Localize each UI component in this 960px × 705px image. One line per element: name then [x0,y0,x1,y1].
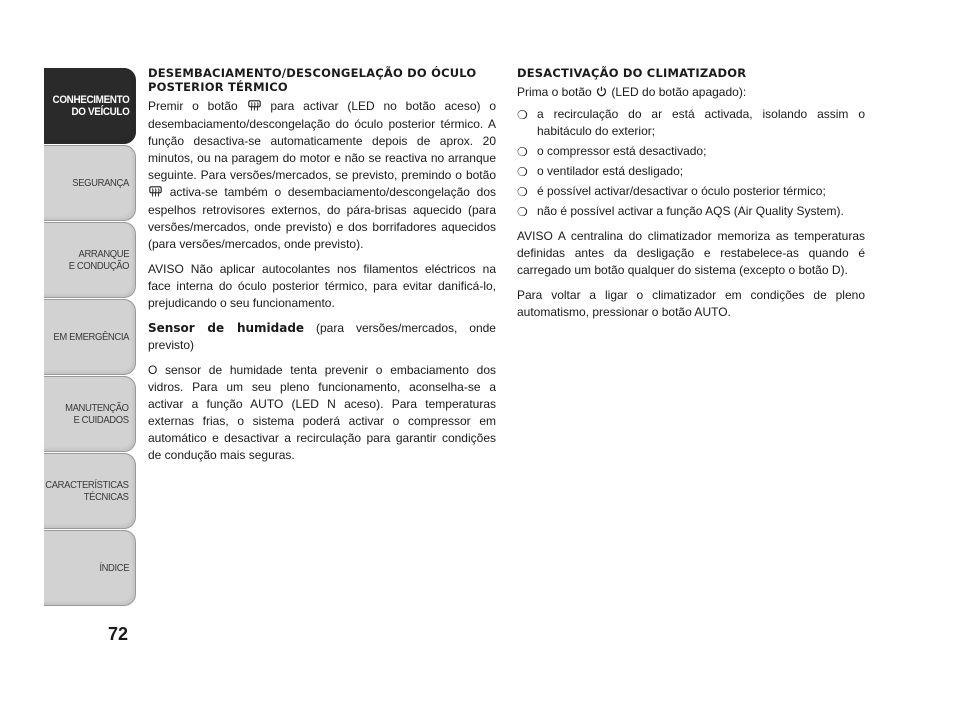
tab-em-emergencia[interactable] [44,299,136,375]
list-item: ❍ é possível activar/desactivar o óculo posterior térmico; [517,184,826,199]
tab-label: MANUTENÇÃO E CUIDADOS [65,402,129,426]
tab-caracteristicas-tecnicas[interactable] [44,453,136,529]
list-item: ❍ o compressor está desactivado; [517,144,707,159]
power-icon [596,85,607,102]
paragraph-sensor-humidade: O sensor de humidade tenta prevenir o embaciamento dos vidros. Para um seu pleno funcionamento, aconselha-se a activar a função AUTO (LED N aceso). Para temperaturas externas frias, o sistema poderá activar o compressor em automático e desactivar a recirculação para garantir condições de condução mais seguras. [148,363,496,462]
chapter-sidebar [44,68,136,607]
tab-seguranca[interactable] [44,145,136,221]
circle-bullet-icon: ❍ [517,108,528,122]
subhead-sensor-humidade: Sensor de humidade [148,321,305,335]
list-item: ❍ o ventilador está desligado; [517,164,684,179]
tab-conhecimento-do-veiculo[interactable] [44,68,136,144]
list-item: ❍ a recirculação do ar está activada, isolando assim o habitáculo do exterior; [517,107,865,138]
circle-bullet-icon: ❍ [517,145,528,159]
section-heading-desactivacao: DESACTIVAÇÃO DO CLIMATIZADOR [517,66,747,80]
page-number: 72 [107,624,129,644]
bullet-list [517,106,865,220]
circle-bullet-icon: ❍ [517,205,528,219]
tab-label: CARACTERÍSTICAS TÉCNICAS [45,479,129,503]
right-column [517,66,865,329]
list-item: ❍ não é possível activar a função AQS (Air Quality System). [517,204,844,219]
subhead-note: (para versões/mercados, onde previsto) [148,321,496,352]
circle-bullet-icon: ❍ [517,185,528,199]
tab-manutencao-e-cuidados[interactable] [44,376,136,452]
tab-label: EM EMERGÊNCIA [53,331,129,343]
tab-label: SEGURANÇA [72,177,129,189]
left-column [148,66,496,472]
paragraph-intro: Prima o botão (LED do botão apagado): [517,84,865,102]
paragraph-aviso-centralina: AVISO A centralina do climatizador memoriza as temperaturas definidas antes da desligação e restabelece-as quando é carregado um botão qualquer do sistema (excepto o botão D). [517,229,865,277]
paragraph-voltar-ligar: Para voltar a ligar o climatizador em condições de pleno automatismo, pressionar o botão AUTO. [517,288,865,319]
tab-label: ÍNDICE [99,562,129,574]
tab-label: CONHECIMENTO DO VEÍCULO [52,94,129,118]
section-heading-desembaciamento: DESEMBACIAMENTO/DESCONGELAÇÃO DO ÓCULO POSTERIOR TÉRMICO [148,66,477,94]
paragraph-desembaciamento: Premir o botão para activar (LED no botão aceso) o desembaciamento/descongelação do óculo posterior térmico. A função desactiva-se automaticamente depois de aprox. 20 minutos, ou na paragem do motor e não se reactiva no arranque seguinte. Para versões/mercados, se previsto, premindo o botão activa-se também o desembaciamento/descongelação dos espelhos retrovisores externos, do pára-brisas aquecido (para versões/mercados, onde previsto) e dos borrifadores aquecidos (para versões/mercados, onde previsto). [148,99,496,251]
tab-indice[interactable] [44,530,136,606]
rear-defrost-icon [149,185,162,202]
paragraph-sensor-humidade-head [148,320,496,354]
tab-arranque-e-conducao[interactable] [44,222,136,298]
rear-defrost-icon [248,99,261,116]
circle-bullet-icon: ❍ [517,165,528,179]
tab-label: ARRANQUE E CONDUÇÃO [68,248,129,272]
paragraph-aviso-autocolantes: AVISO Não aplicar autocolantes nos filamentos eléctricos na face interna do óculo posterior térmico, para evitar danificá-lo, prejudicando o seu funcionamento. [148,262,496,310]
